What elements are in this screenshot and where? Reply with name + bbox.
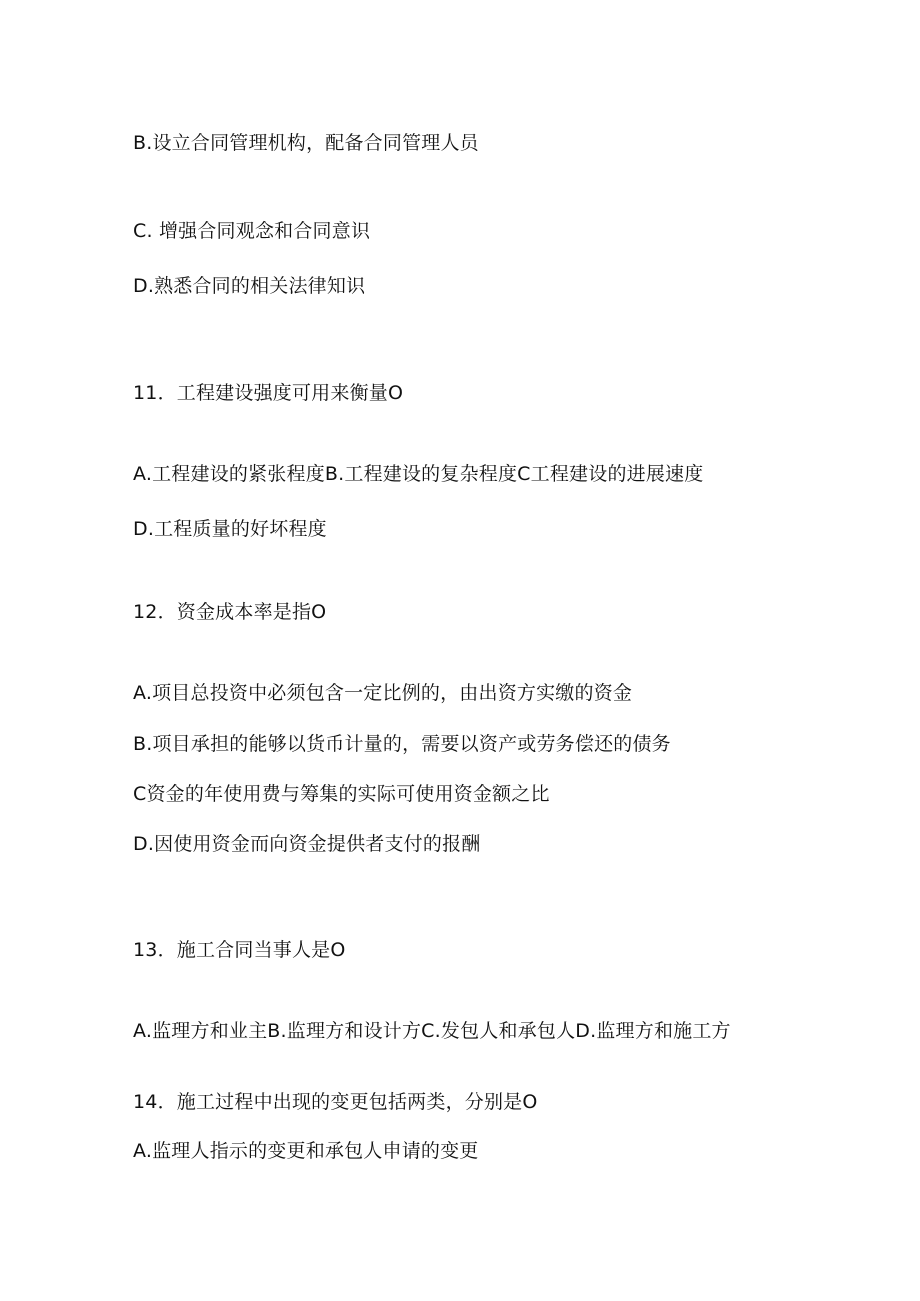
option-d-q10: D.熟悉合同的相关法律知识: [133, 275, 366, 297]
options-abc-q11: A.工程建设的紧张程度B.工程建设的复杂程度C工程建设的进展速度: [133, 463, 704, 485]
question-14: 14．施工过程中出现的变更包括两类，分别是O: [133, 1091, 538, 1113]
option-b-q10: B.设立合同管理机构，配备合同管理人员: [133, 132, 479, 154]
option-d-q12: D.因使用资金而向资金提供者支付的报酬: [133, 833, 481, 855]
option-c-q12: C资金的年使用费与筹集的实际可使用资金额之比: [133, 783, 550, 805]
options-q13: A.监理方和业主B.监理方和设计方C.发包人和承包人D.监理方和施工方: [133, 1020, 731, 1042]
question-12: 12．资金成本率是指O: [133, 601, 327, 623]
option-a-q14: A.监理人指示的变更和承包人申请的变更: [133, 1140, 479, 1162]
option-c-q10: C. 增强合同观念和合同意识: [133, 220, 371, 242]
option-b-q12: B.项目承担的能够以货币计量的，需要以资产或劳务偿还的债务: [133, 733, 671, 755]
option-d-q11: D.工程质量的好坏程度: [133, 518, 327, 540]
question-11: 11．工程建设强度可用来衡量O: [133, 382, 404, 404]
option-a-q12: A.项目总投资中必须包含一定比例的，由出资方实缴的资金: [133, 682, 633, 704]
question-13: 13．施工合同当事人是O: [133, 939, 346, 961]
